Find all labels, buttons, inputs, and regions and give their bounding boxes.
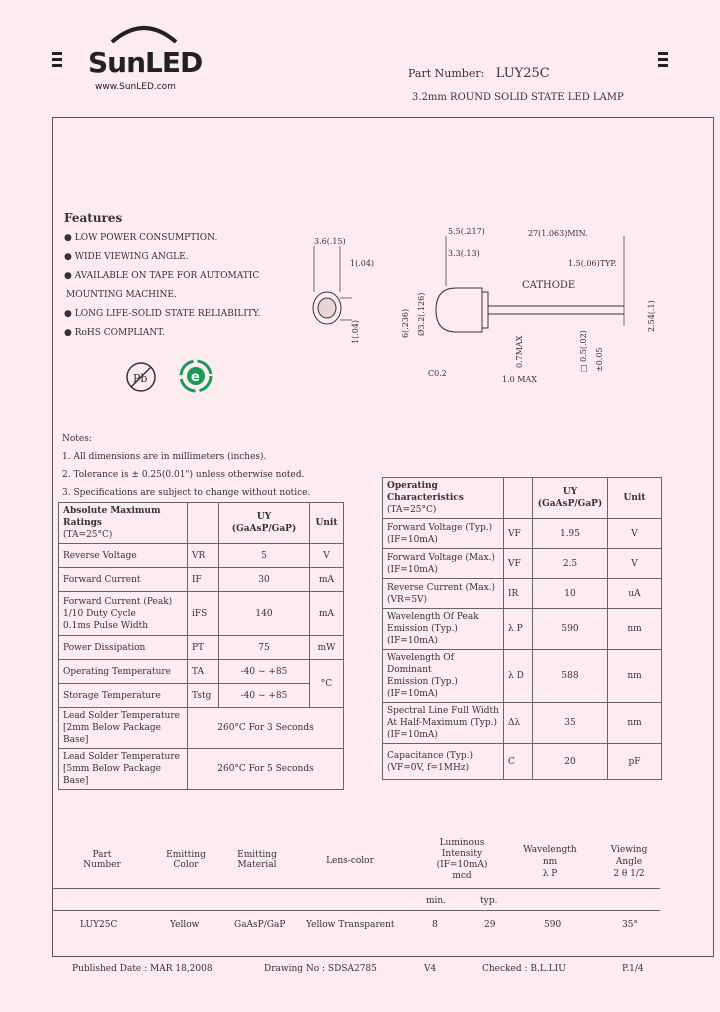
recycle-e-icon <box>178 358 214 394</box>
row-angle: 35° <box>622 920 638 930</box>
cathode-label: CATHODE <box>522 280 576 291</box>
brand-logo: SunLED <box>88 46 203 79</box>
footer-checked: Checked : B.L.LIU <box>482 964 566 974</box>
note-item: 3. Specifications are subject to change without notice. <box>62 488 311 498</box>
row-part: LUY25C <box>80 920 118 930</box>
note-item: 1. All dimensions are in millimeters (inches). <box>62 452 267 462</box>
right-mark-icon <box>658 52 668 70</box>
table-row: Lead Solder Temperature [2mm Below Package Base] 260°C For 3 Seconds <box>59 708 344 749</box>
footer-published: Published Date : MAR 18,2008 <box>72 964 213 974</box>
svg-text:e: e <box>191 370 200 385</box>
dim-label: □ 0.5(.02) <box>579 330 588 372</box>
row-color: Yellow <box>170 920 200 930</box>
table-row: Storage Temperature Tstg -40 ~ +85 <box>59 684 344 708</box>
website-link[interactable]: www.SunLED.com <box>95 82 176 92</box>
dim-label: 6(.236) <box>401 308 410 338</box>
table-row: Operating Temperature TA -40 ~ +85 °C <box>59 660 344 684</box>
feature-item: ● RoHS COMPLIANT. <box>64 328 165 338</box>
row-wave: 590 <box>544 920 562 930</box>
header-luminous: Luminous Intensity (IF=10mA) mcd <box>436 838 488 881</box>
dim-label: 2.54(.1) <box>647 300 656 332</box>
dim-label: 1(.04) <box>350 259 375 268</box>
footer-page: P.1/4 <box>622 964 644 974</box>
selection-guide <box>52 836 714 936</box>
row-min: 8 <box>432 920 438 930</box>
table-row: Spectral Line Full Width At Half-Maximum (Typ.) (IF=10mA) Δλ 35 nm <box>383 703 662 744</box>
table-row: Wavelength Of Dominant Emission (Typ.) (IF=10mA) λ D 588 nm <box>383 650 662 703</box>
header-angle: Viewing Angle 2 θ 1/2 <box>610 845 648 879</box>
dim-label: 1(.04) <box>351 319 360 344</box>
header-wavelength: Wavelength nm λ P <box>523 845 577 879</box>
table-row: Capacitance (Typ.) (VF=0V, f=1MHz) C 20 pF <box>383 744 662 780</box>
dimension-drawing <box>296 222 660 390</box>
abs-max-table: Absolute Maximum Ratings (TA=25°C) UY (GaAsP/GaP) Unit Reverse Voltage VR 5 V Forward Current IF 30 mA Forward Current (Peak) 1/10 Duty Cycle 0.1ms Pulse Width iFS 140 mA Power Dissipation PT 75 mW Operating Temperature TA -40 ~ +85 °C Storage Temperature Tstg -40 ~ +85 Lead Solder Temperature [2mm Below Package Base] 260°C For 3 Seconds Lead Solder Temperature [5mm Below Package Base] 260°C For 5 Seconds <box>58 502 344 790</box>
row-typ: 29 <box>484 920 496 930</box>
table-row: Wavelength Of Peak Emission (Typ.) (IF=10mA) λ P 590 nm <box>383 609 662 650</box>
feature-item: ● AVAILABLE ON TAPE FOR AUTOMATIC <box>64 271 260 281</box>
feature-item-cont: MOUNTING MACHINE. <box>66 290 177 300</box>
header-material: Emitting Material <box>237 850 277 870</box>
dim-label: C0.2 <box>428 369 447 378</box>
row-material: GaAsP/GaP <box>234 920 286 930</box>
op-char-table: Operating Characteristics (TA=25°C) UY (GaAsP/GaP) Unit Forward Voltage (Typ.) (IF=10mA) VF 1.95 V Forward Voltage (Max.) (IF=10mA) VF 2.5 V Reverse Current (Max.) (VR=5V) IR 10 uA Wavelength Of Peak Emission (Typ.) (IF=10mA) λ P 590 nm Wavelength Of Dominant Emission (Typ.) (IF=10mA) λ D 588 nm Spectral Line Full Width At Half-Maximum (Typ.) (IF=10mA) Δλ 35 nm Capacitance (Typ.) (VF=0V, f=1MHz) C 20 pF <box>382 477 662 780</box>
table-row: Forward Current (Peak) 1/10 Duty Cycle 0.1ms Pulse Width iFS 140 mA <box>59 592 344 636</box>
dim-label: 0.7MAX <box>515 335 524 368</box>
dim-label: 27(1.063)MIN. <box>528 229 588 238</box>
feature-item: ● LOW POWER CONSUMPTION. <box>64 233 218 243</box>
sunled-arc-icon <box>108 22 180 44</box>
pb-label: Pb <box>133 372 148 385</box>
dim-label: 3.3(.13) <box>448 249 480 258</box>
left-mark-icon <box>52 52 62 70</box>
feature-item: ● LONG LIFE-SOLID STATE RELIABILITY. <box>64 309 261 319</box>
table-row: Forward Voltage (Max.) (IF=10mA) VF 2.5 V <box>383 549 662 579</box>
header-lens: Lens-color <box>326 856 374 866</box>
product-description: 3.2mm ROUND SOLID STATE LED LAMP <box>412 92 624 103</box>
header-part: Part Number <box>83 850 121 870</box>
features-title: Features <box>64 211 123 225</box>
dim-label: ±0.05 <box>595 347 604 372</box>
dim-label: 5.5(.217) <box>448 227 485 236</box>
features-list <box>64 233 261 347</box>
part-number: LUY25C <box>495 66 550 81</box>
table-row: Reverse Current (Max.) (VR=5V) IR 10 uA <box>383 579 662 609</box>
note-item: 2. Tolerance is ± 0.25(0.01") unless otherwise noted. <box>62 470 305 480</box>
dim-label: Ø3.2(.126) <box>417 292 426 336</box>
part-number-row <box>408 66 550 81</box>
table-row: Power Dissipation PT 75 mW <box>59 636 344 660</box>
dim-label: 3.6(.15) <box>314 237 346 246</box>
footer-version: V4 <box>424 964 437 974</box>
part-number-label: Part Number: <box>408 67 485 80</box>
footer-drawing: Drawing No : SDSA2785 <box>264 964 377 974</box>
pb-free-icon <box>124 360 158 394</box>
header-color: Emitting Color <box>166 850 206 870</box>
table-row: Reverse Voltage VR 5 V <box>59 544 344 568</box>
dim-label: 1.5(.06)TYP. <box>568 259 617 268</box>
notes <box>62 430 310 502</box>
table-row: Forward Voltage (Typ.) (IF=10mA) VF 1.95 V <box>383 519 662 549</box>
table-row: Lead Solder Temperature [5mm Below Package Base] 260°C For 5 Seconds <box>59 749 344 790</box>
row-lens: Yellow Transparent <box>306 920 395 930</box>
feature-item: ● WIDE VIEWING ANGLE. <box>64 252 189 262</box>
dim-label: 1.0 MAX <box>502 375 537 384</box>
notes-title: Notes: <box>62 434 92 444</box>
typ-label: typ. <box>480 896 498 906</box>
table-row: Forward Current IF 30 mA <box>59 568 344 592</box>
min-label: min. <box>426 896 447 906</box>
